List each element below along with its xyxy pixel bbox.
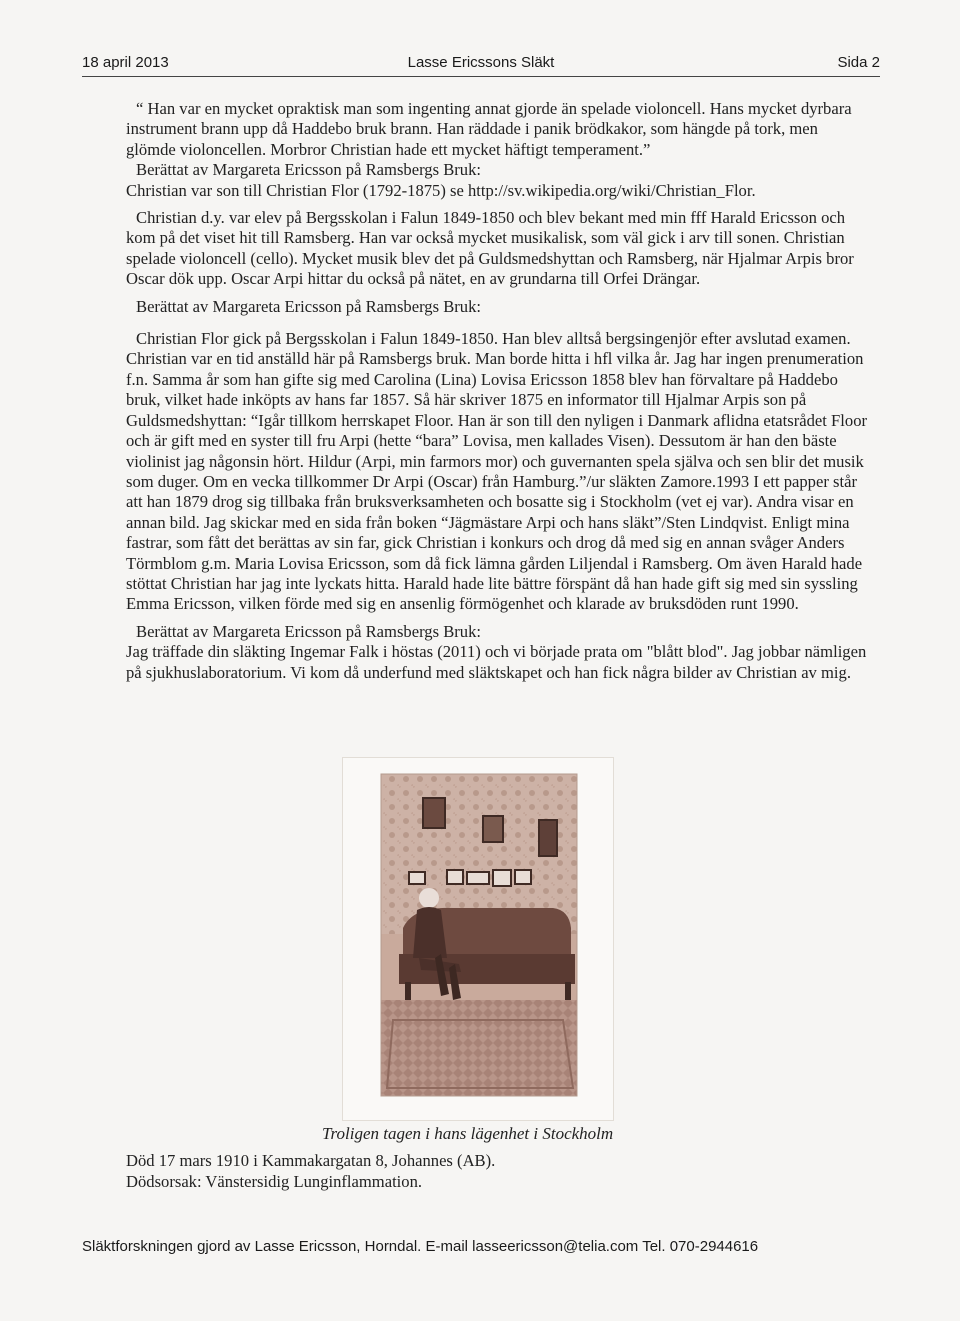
source-heading-2: Berättat av Margareta Ericsson på Ramsbergs Bruk: <box>136 296 481 316</box>
long-story-paragraph: Christian Flor gick på Bergsskolan i Falun 1849-1850. Han blev alltså bergsingenjör efter avslutad examen. Christian var en tid anställd här på Ramsbergs bruk. Man borde hitta i hfl vilka år. Jag har ingen prenumeration f.n. Samma år som han gifte sig med Carolina (Lina) Lovisa Ericsson 1858 blev han förvaltare på Haddebo bruk, vilket hade inköpts av hans far 1857. Så här skriver 1875 en informator till Hjalmar Arpis son på Guldsmedshyttan: “Igår tillkom herrskapet Floor. Han är son till den nyligen i Danmark aflidna etatsrådet Floor och är gift med en syster till fru Arpi (hette “bara” Lovisa, men kallades Visen). Dessutom är han den bäste violinist jag någonsin hört. Hildur (Arpi, min farmors mor) och guvernanten spela själva och sen blir det musik som duger. Om en vecka tillkommer Dr Arpi (Oscar) från Hamburg.”/ur släkten Zamore.1993 I ett papper står att han 1879 drog sig tillbaka från bruksverksamheten och bosatte sig i Stockholm (vet ej var). Andra visar en annan bild. Jag skickar med en sida från boken “Jägmästare Arpi och hans släkt”/Sten Lindqvist. Enligt mina fastrar, som fått det berättas av sin far, gick Christian i konkurs och drog då med sig en annan svåger Anders Törmblom g.m. Maria Lovisa Ericsson, som då fick lämna gården Liljendal i Ramsberg. Om även Harald hade stöttat Christian har jag inte lyckats hitta. Harald hade lite bättre förspänt då han hade gift sig med sin syssling Emma Ericsson, vilken förde med sig en ansenlig förmögenhet och klarade av bruksdöden runt 1990. <box>126 329 868 614</box>
source-heading-3: Berättat av Margareta Ericsson på Ramsbergs Bruk: <box>136 621 481 641</box>
page-header <box>82 54 880 77</box>
christian-dy-paragraph: Christian d.y. var elev på Bergsskolan i Falun 1849-1850 och blev bekant med min fff Harald Ericsson och kom på det viset hit till Ramsberg. Han var också mycket musikalisk, som väl gick i arv till sonen. Christian spelade violoncell (cello). Mycket musik blev det på Guldsmedshyttan och Ramsberg, när Hjalmar Arpis bror Oscar dök upp. Oscar Arpi hittar du också på nätet, en av grundarna till Orfei Drängar. <box>126 208 854 289</box>
son-paragraph: Christian var son till Christian Flor (1792-1875) se http://sv.wikipedia.org/wiki/Christian_Flor. <box>126 180 756 200</box>
portrait-photo-image <box>343 758 613 1120</box>
header-page-number: Sida 2 <box>837 54 880 71</box>
header-title: Lasse Ericssons Släkt <box>407 54 555 71</box>
quote-paragraph: “ Han var en mycket opraktisk man som ingenting annat gjorde än spelade violoncell. Hans mycket dyrbara instrument brann upp då Haddebo bruk brann. Han räddade i panik brödkakor, som hängde på tork, men glömde violoncellen. Morbror Christian hade ett mycket häftigt temperament.” <box>126 99 852 159</box>
source-heading-1: Berättat av Margareta Ericsson på Ramsbergs Bruk: <box>136 160 481 180</box>
ingemar-paragraph: Jag träffade din släkting Ingemar Falk i höstas (2011) och vi började prata om "blått blod". Jag jobbar nämligen på sjukhuslaboratorium. Vi kom då underfund med släktskapet och han fick några bilder av Christian av mig. <box>126 642 867 682</box>
death-date-line: Död 17 mars 1910 i Kammakargatan 8, Johannes (AB). <box>126 1151 496 1170</box>
death-cause-line: Dödsorsak: Vänstersidig Lunginflammation. <box>126 1172 423 1191</box>
header-divider <box>82 76 880 77</box>
header-date: 18 april 2013 <box>82 54 169 71</box>
page-footer: Släktforskningen gjord av Lasse Ericsson, Horndal. E-mail lasseericsson@telia.com Tel. 070-2944616 <box>82 1238 759 1255</box>
portrait-photo <box>342 757 614 1121</box>
photo-caption: Troligen tagen i hans lägenhet i Stockholm <box>322 1124 614 1143</box>
death-record <box>126 1150 826 1192</box>
document-body <box>126 99 870 683</box>
